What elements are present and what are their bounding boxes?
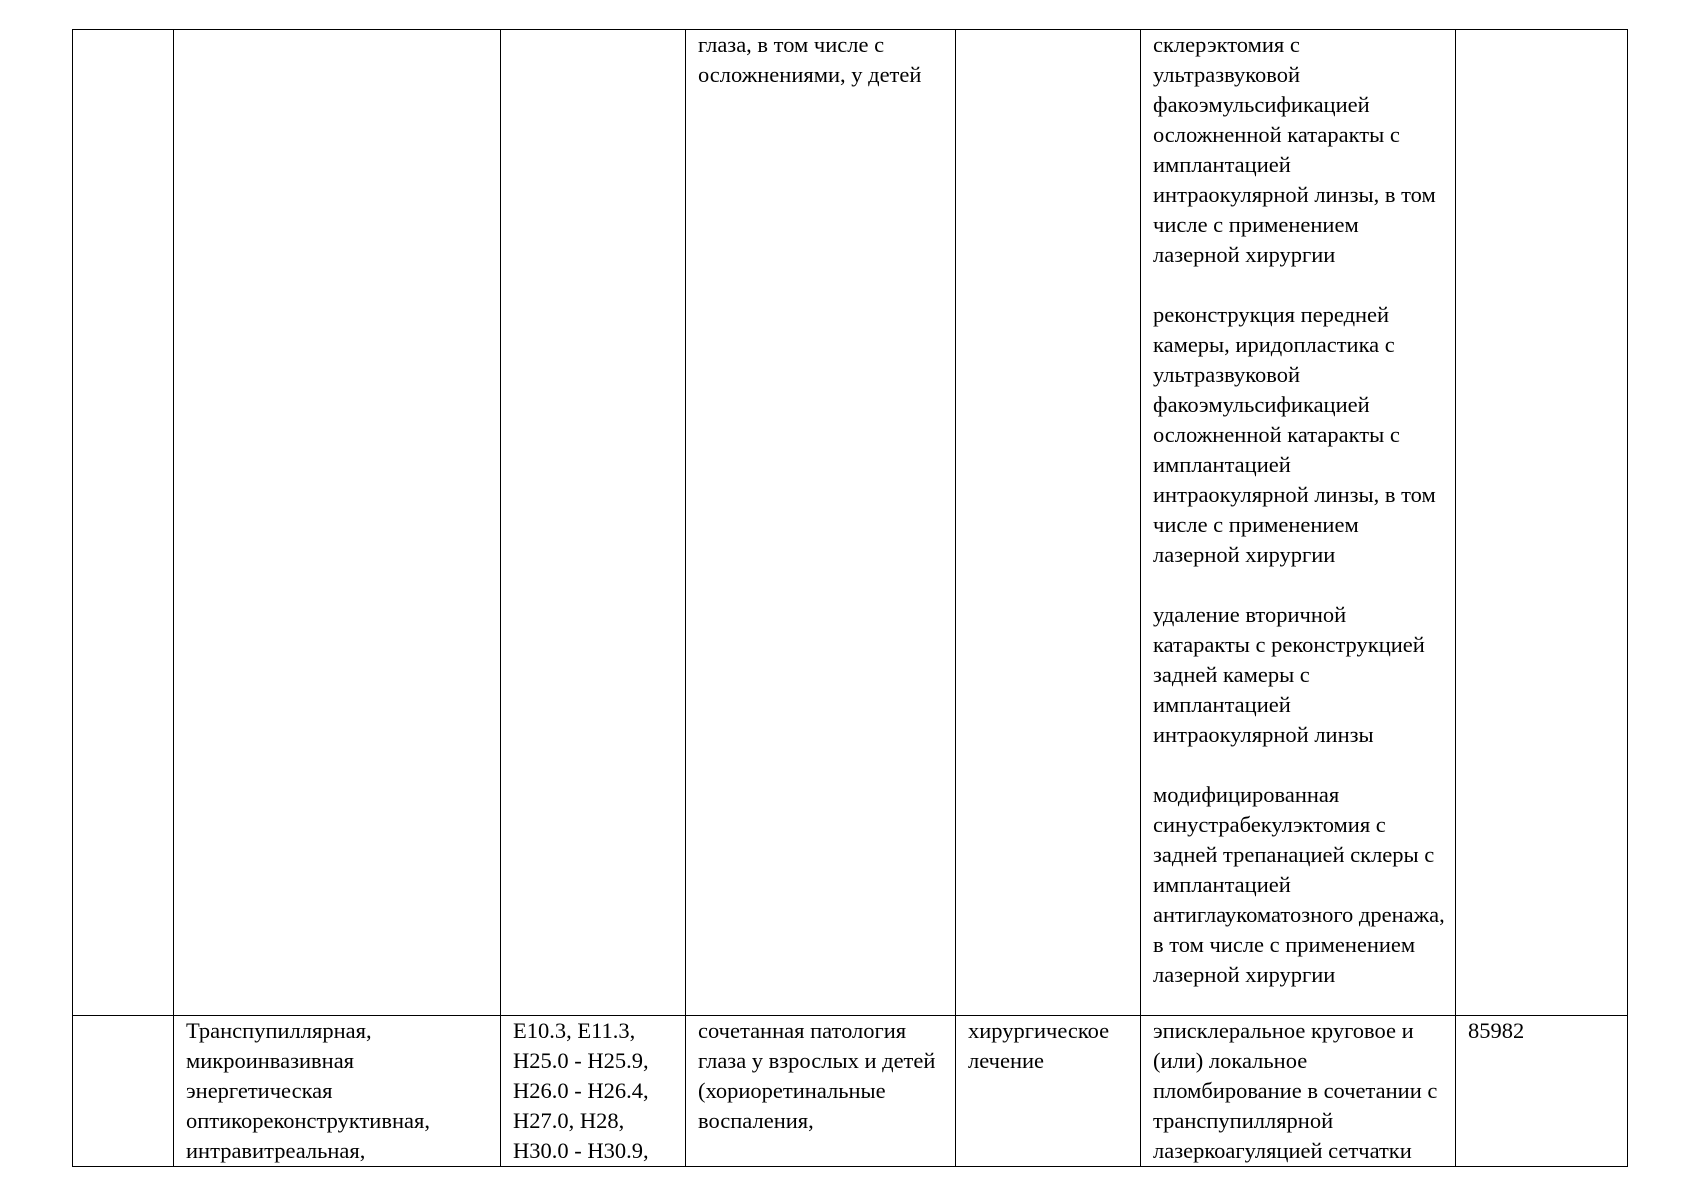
table-cell-treatment-type: хирургическое лечение — [956, 1016, 1141, 1167]
table-cell-number — [73, 1016, 174, 1167]
method-paragraph: реконструкция передней камеры, иридопластика с ультразвуковой факоэмульсификацией осложненной катаракты с имплантацией интраокулярной линзы, в том числе с применением лазерной хирургии — [1153, 302, 1436, 567]
table-cell-number — [73, 30, 174, 1016]
table-cell-care-type: Транспупиллярная, микроинвазивная энергетическая оптикореконструктивная, интравитреальная, — [174, 1016, 501, 1167]
table-cell-care-type — [174, 30, 501, 1016]
table-cell-icd-codes — [501, 30, 686, 1016]
table-cell-cost — [1456, 30, 1628, 1016]
table-row — [73, 1016, 1628, 1167]
method-paragraph: модифицированная синустрабекулэктомия с задней трепанацией склеры с имплантацией антиглаукоматозного дренажа, в том числе с применением лазерной хирургии — [1153, 782, 1445, 987]
table-cell-treatment-method — [1141, 30, 1456, 1016]
table-cell-icd-codes: E10.3, E11.3, H25.0 - H25.9, H26.0 - H26.4, H27.0, H28, H30.0 - H30.9, — [501, 1016, 686, 1167]
table-cell-patient-model: сочетанная патология глаза у взрослых и детей (хориоретинальные воспаления, — [686, 1016, 956, 1167]
table-cell-patient-model: глаза, в том числе с осложнениями, у детей — [686, 30, 956, 1016]
table-cell-cost: 85982 — [1456, 1016, 1628, 1167]
method-paragraph: удаление вторичной катаракты с реконструкцией задней камеры с имплантацией интраокулярной линзы — [1153, 602, 1425, 747]
method-paragraph: склерэктомия с ультразвуковой факоэмульсификацией осложненной катаракты с имплантацией интраокулярной линзы, в том числе с применением лазерной хирургии — [1153, 32, 1436, 267]
table-row — [73, 30, 1628, 1016]
table-cell-treatment-method: эписклеральное круговое и (или) локальное пломбирование в сочетании с транспупиллярной лазеркоагуляцией сетчатки — [1141, 1016, 1456, 1167]
table-cell-treatment-type — [956, 30, 1141, 1016]
medical-care-table — [72, 29, 1628, 1167]
